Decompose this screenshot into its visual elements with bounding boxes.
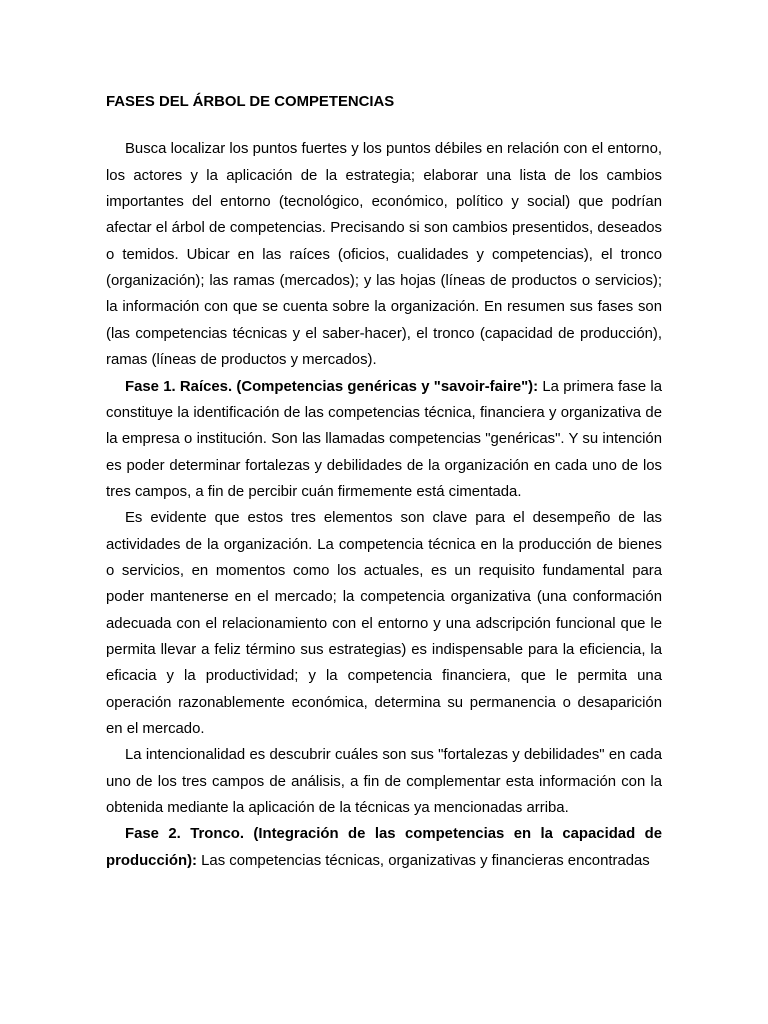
paragraph-fase-2 <box>106 821 662 874</box>
document-body <box>106 89 662 874</box>
paragraph-elements <box>106 505 662 742</box>
paragraph-intention <box>106 742 662 821</box>
paragraph-text: Busca localizar los puntos fuertes y los puntos débiles en relación con el entorno, los actores y la aplicación de la estrategia; elaborar una lista de los cambios importantes del entorno (tecnológico, económico, político y social) que podrían afectar el árbol de competencias. Precisando si son cambios presentidos, deseados o temidos. Ubicar en las raíces (oficios, cualidades y competencias), el tronco (organización); las ramas (mercados); y las hojas (líneas de productos o servicios); la información con que se cuenta sobre la organización. En resumen sus fases son (las competencias técnicas y el saber-hacer), el tronco (capacidad de producción), ramas (líneas de productos y mercados). <box>106 141 662 369</box>
document-title: FASES DEL ÁRBOL DE COMPETENCIAS <box>106 94 395 110</box>
paragraph-fase-1 <box>106 374 662 506</box>
paragraph-text: Las competencias técnicas, organizativas y financieras encontradas <box>197 852 650 869</box>
paragraph-intro <box>106 136 662 373</box>
paragraph-text: La primera fase la constituye la identificación de las competencias técnica, financiera y organizativa de la empresa o institución. Son las llamadas competencias "genéricas". Y su intención es poder determinar fortalezas y debilidades de la organización en cada uno de los tres campos, a fin de percibir cuán firmemente está cimentada. <box>106 378 662 500</box>
paragraph-text: La intencionalidad es descubrir cuáles son sus "fortalezas y debilidades" en cada uno de los tres campos de análisis, a fin de complementar esta información con la obtenida mediante la aplicación de la técnicas ya mencionadas arriba. <box>106 747 662 816</box>
paragraph-text: Es evidente que estos tres elementos son clave para el desempeño de las actividades de la organización. La competencia técnica en la producción de bienes o servicios, en momentos como los actuales, es un requisito fundamental para poder mantenerse en el mercado; la competencia organizativa (una conformación adecuada con el relacionamiento con el entorno y una adscripción funcional que le permita llevar a feliz término sus estrategias) es indispensable para la eficiencia, la eficacia y la productividad; y la competencia financiera, que le permita una operación razonablemente económica, determina su permanencia o desaparición en el mercado. <box>106 510 662 737</box>
paragraph-lead-fase-2: Fase 2. Tronco. (Integración de las competencias en la capacidad de producción): <box>106 826 662 869</box>
paragraph-lead-fase-1: Fase 1. Raíces. (Competencias genéricas y "savoir-faire"): <box>125 378 539 395</box>
